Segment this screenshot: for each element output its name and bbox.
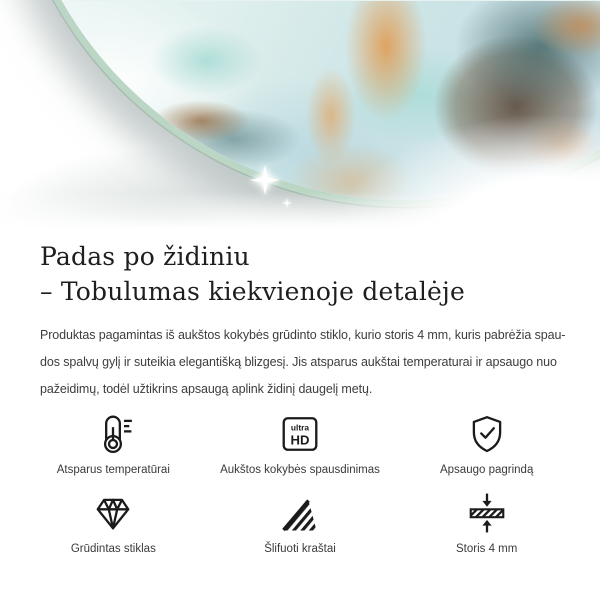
product-photo [0,0,600,232]
page-title-line2: – Tobulumas kiekvienoje detalėje [40,277,465,306]
ultra-hd-icon [279,409,321,455]
feature-grid [0,409,600,555]
svg-text:HD: HD [290,432,310,448]
feature-thickness [393,488,580,555]
feature-label: Storis 4 mm [455,543,518,555]
beveled-edge-icon [280,488,320,534]
description-line: Produktas pagamintas iš aukštos kokybės grūdinto stiklo, kurio storis 4 mm, kuris pabrėžia spau- [40,328,566,342]
feature-print-quality [207,409,394,476]
description-line: dos spalvų gylį ir suteikia elegantišką blizgesį. Jis atsparus aukštai temperaturai ir apsaugo nuo [40,355,557,369]
page-title [40,239,560,309]
feature-label: Šlifuoti kraštai [264,543,336,555]
feature-label: Grūdintas stiklas [70,543,156,555]
feature-label: Aukštos kokybės spausdinimas [220,464,380,476]
product-text-section [0,239,600,403]
feature-tempered-glass [20,488,207,555]
small-sparkle-icon [282,198,292,208]
feature-temperature [20,409,207,476]
diamond-icon [92,488,134,534]
description-line: pažeidimų, todėl užtikrins apsaugą aplink židinį daugelį metų. [40,382,373,396]
feature-label: Apsaugo pagrindą [439,464,534,476]
sparkle-icon [250,165,280,195]
feature-polished-edges [207,488,394,555]
feature-protects-base [393,409,580,476]
marble-print [3,1,600,207]
page-title-line1: Padas po židiniu [40,242,250,271]
thermometer-icon [92,409,134,455]
shield-check-icon [466,409,508,455]
svg-text:ultra: ultra [290,422,310,433]
feature-label: Atsparus temperatūrai [56,464,170,476]
product-description [40,322,566,403]
thickness-icon [466,488,508,534]
round-glass-pad [3,0,600,207]
